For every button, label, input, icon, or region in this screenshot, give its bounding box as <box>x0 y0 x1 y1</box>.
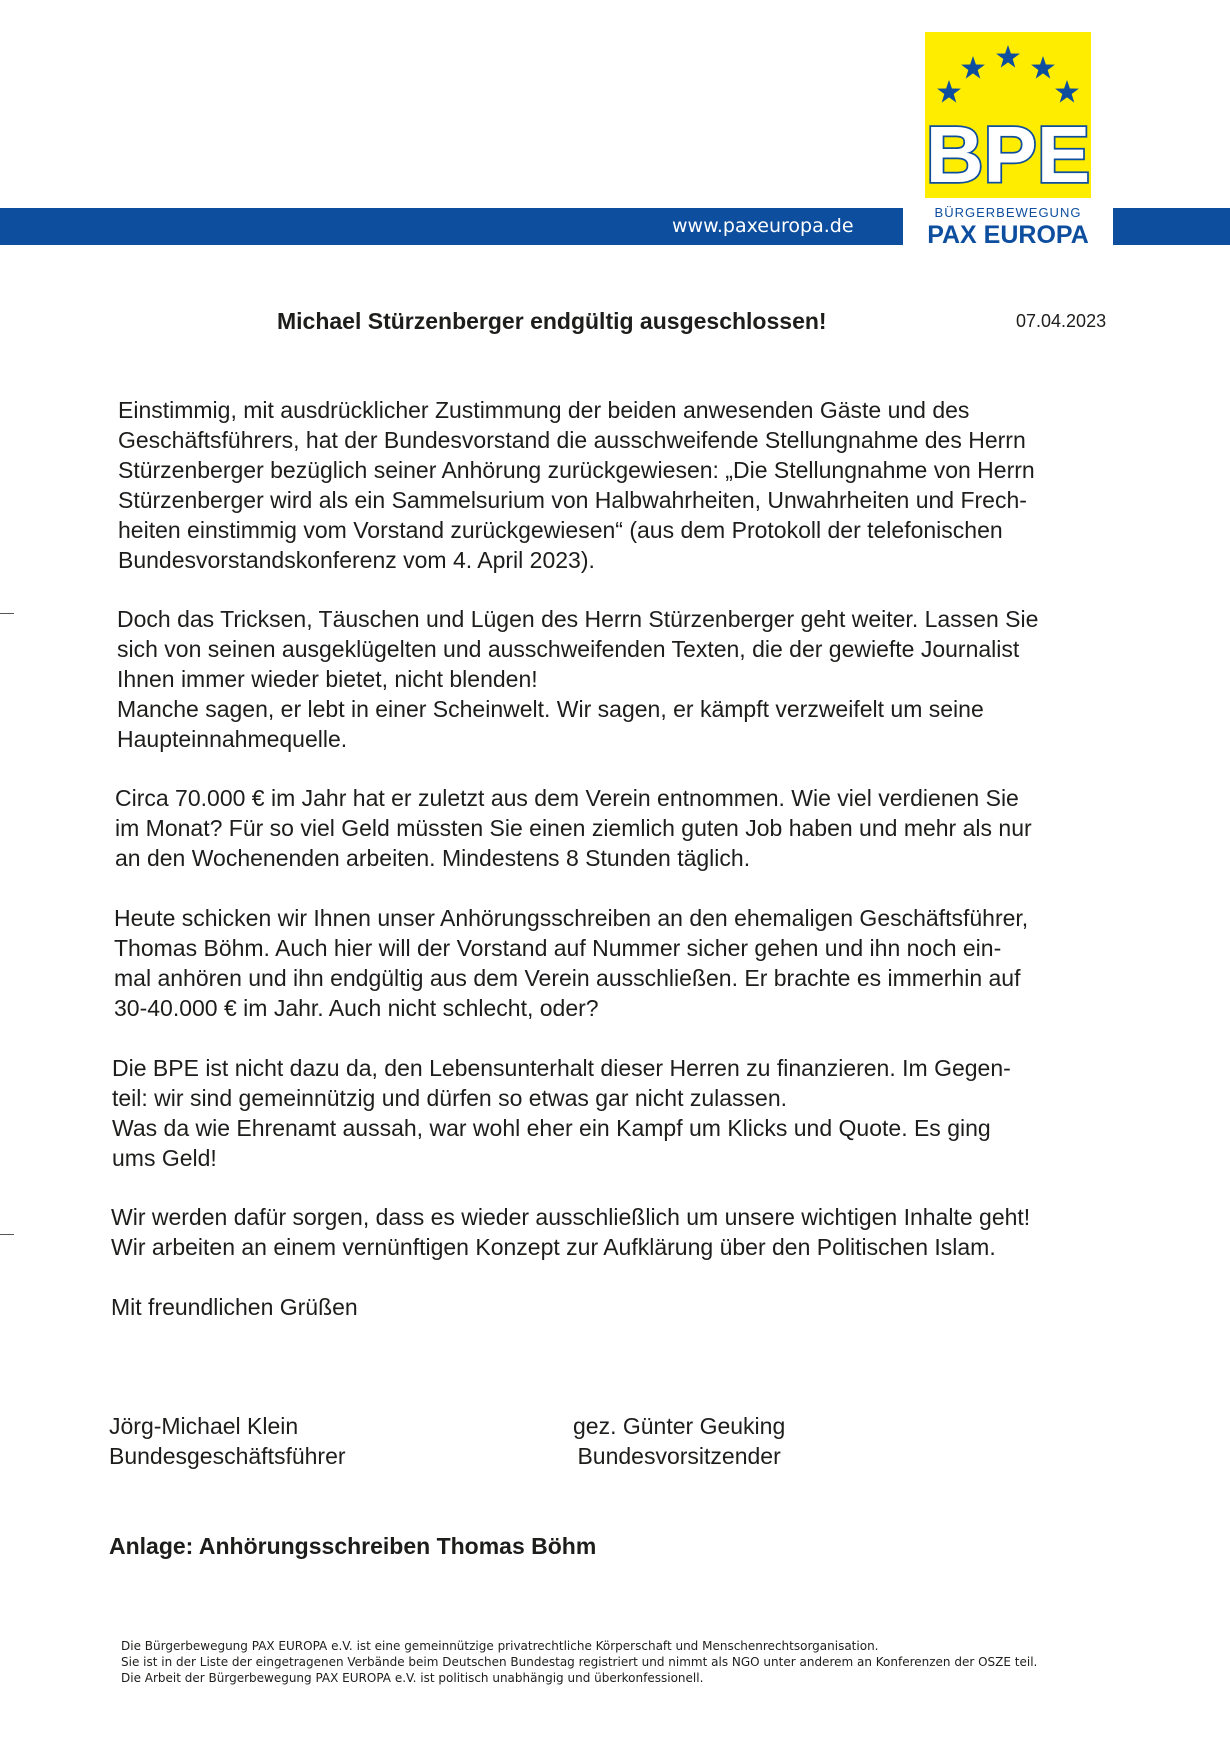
signatory-name: Jörg-Michael Klein <box>109 1413 299 1439</box>
text-line: Heute schicken wir Ihnen unser Anhörungsschreiben an den ehemaligen Geschäftsführer, <box>114 905 1029 931</box>
paragraph-5 <box>112 1053 1132 1173</box>
document-date: 07.04.2023 <box>1016 311 1107 331</box>
text-line: Die BPE ist nicht dazu da, den Lebensunterhalt dieser Herren zu finanzieren. Im Gegen- <box>112 1055 1011 1081</box>
text-line: Bundesvorstandskonferenz vom 4. April 2023). <box>118 547 595 573</box>
text-line: Einstimmig, mit ausdrücklicher Zustimmung der beiden anwesenden Gäste und des <box>118 397 970 423</box>
signatory-name: gez. Günter Geuking <box>573 1413 786 1439</box>
logo-letters: BPE <box>925 110 1091 198</box>
fold-mark-bottom <box>0 1234 14 1235</box>
text-line: Circa 70.000 € im Jahr hat er zuletzt aus dem Verein entnommen. Wie viel verdienen Sie <box>115 785 1019 811</box>
header-band-right <box>1113 208 1230 245</box>
text-line: Wir werden dafür sorgen, dass es wieder ausschließlich um unsere wichtigen Inhalte geht! <box>111 1204 1031 1230</box>
text-line: Was da wie Ehrenamt aussah, war wohl eher ein Kampf um Klicks und Quote. Es ging <box>112 1115 991 1141</box>
text-line: Doch das Tricksen, Täuschen und Lügen des Herrn Stürzenberger geht weiter. Lassen Sie <box>117 606 1039 632</box>
paragraph-4 <box>114 903 1134 1023</box>
footer-line: Die Arbeit der Bürgerbewegung PAX EUROPA e.V. ist politisch unabhängig und überkonfessionell. <box>121 1671 704 1685</box>
text-line: Manche sagen, er lebt in einer Scheinwelt. Wir sagen, er kämpft verzweifelt um seine <box>117 696 984 722</box>
paragraph-2 <box>117 604 1137 754</box>
website-url[interactable]: www.paxeuropa.de <box>672 215 854 237</box>
text-line: teil: wir sind gemeinnützig und dürfen so etwas gar nicht zulassen. <box>112 1085 788 1111</box>
text-line: Thomas Böhm. Auch hier will der Vorstand auf Nummer sicher gehen und ihn noch ein- <box>114 935 1002 961</box>
logo-subtitle-line1: BÜRGERBEWEGUNG <box>934 205 1082 220</box>
text-line: Stürzenberger bezüglich seiner Anhörung zurückgewiesen: „Die Stellungnahme von Herrn <box>118 457 1035 483</box>
text-line: mal anhören und ihn endgültig aus dem Verein ausschließen. Er brachte es immerhin auf <box>114 965 1021 991</box>
text-line: Mit freundlichen Grüßen <box>111 1294 358 1320</box>
closing-greeting <box>111 1292 1131 1322</box>
footer-text <box>121 1638 1037 1686</box>
text-line: Stürzenberger wird als ein Sammelsurium von Halbwahrheiten, Unwahrheiten und Frech- <box>118 487 1027 513</box>
logo-subtitle-line2: PAX EUROPA <box>927 221 1089 249</box>
paragraph-6 <box>111 1202 1131 1262</box>
footer-line: Sie ist in der Liste der eingetragenen Verbände beim Deutschen Bundestag registriert und nimmt als NGO unter anderem an Konferenzen der OSZE teil. <box>121 1655 1038 1669</box>
fold-mark-top <box>0 613 14 614</box>
text-line: Haupteinnahmequelle. <box>117 726 348 752</box>
text-line: im Monat? Für so viel Geld müssten Sie einen ziemlich guten Job haben und mehr als nur <box>115 815 1032 841</box>
signature-left <box>109 1411 346 1471</box>
bpe-logo <box>925 32 1091 198</box>
footer-line: Die Bürgerbewegung PAX EUROPA e.V. ist eine gemeinnützige privatrechtliche Körperschaft und Menschenrechtsorganisation. <box>121 1639 879 1653</box>
text-line: ums Geld! <box>112 1145 217 1171</box>
text-line: Geschäftsführers, hat der Bundesvorstand die ausschweifende Stellungnahme des Herrn <box>118 427 1026 453</box>
text-line: Wir arbeiten an einem vernünftigen Konzept zur Aufklärung über den Politischen Islam. <box>111 1234 996 1260</box>
logo-graphic <box>925 32 1091 198</box>
text-line: Ihnen immer wieder bietet, nicht blenden! <box>117 666 538 692</box>
text-line: sich von seinen ausgeklügelten und ausschweifenden Texten, die der gewiefte Journalist <box>117 636 1020 662</box>
text-line: 30-40.000 € im Jahr. Auch nicht schlecht, oder? <box>114 995 599 1021</box>
signature-right <box>573 1411 785 1471</box>
text-line: an den Wochenenden arbeiten. Mindestens 8 Stunden täglich. <box>115 845 751 871</box>
document-title: Michael Stürzenberger endgültig ausgeschlossen! <box>277 308 827 334</box>
signatory-role: Bundesvorsitzender <box>577 1443 781 1469</box>
eu-stars-icon <box>937 45 1079 103</box>
signatory-role: Bundesgeschäftsführer <box>109 1443 346 1469</box>
paragraph-3 <box>115 783 1135 873</box>
text-line: heiten einstimmig vom Vorstand zurückgewiesen“ (aus dem Protokoll der telefonischen <box>118 517 1003 543</box>
attachment-note: Anlage: Anhörungsschreiben Thomas Böhm <box>109 1533 597 1559</box>
paragraph-1 <box>118 395 1138 575</box>
